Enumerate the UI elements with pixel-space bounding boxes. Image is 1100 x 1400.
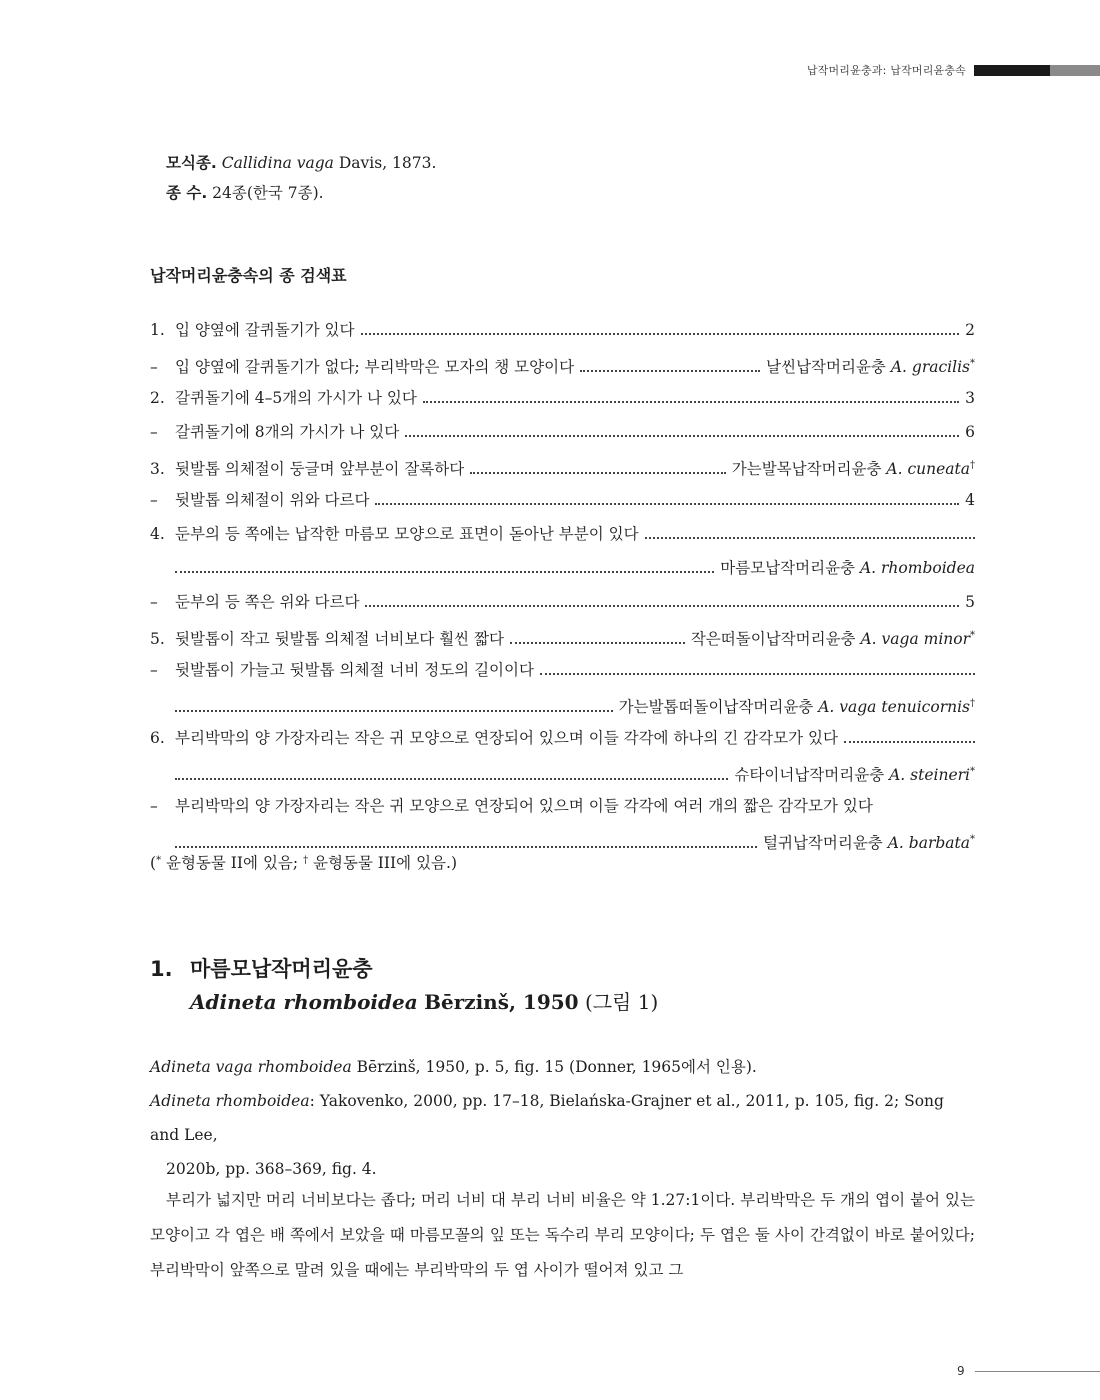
result-mark: † (970, 460, 975, 471)
key-result (726, 449, 975, 486)
note-text-2: 윤형동물 III에 있음.) (308, 854, 457, 872)
leader-dots (361, 333, 960, 335)
synonym-name: Adineta rhomboidea (150, 1092, 310, 1110)
key-result (728, 755, 975, 792)
species-count-label: 종 수. (166, 184, 208, 202)
key-line (150, 381, 975, 415)
type-info (166, 148, 436, 208)
footer-rule (975, 1371, 1100, 1372)
result-mark: * (970, 834, 975, 845)
result-korean-name: 가는발톱떠돌이납작머리윤충 (618, 698, 814, 716)
type-species-line (166, 148, 436, 178)
leader-dots (365, 605, 959, 607)
key-text: 입 양옆에 갈퀴돌기가 있다 (175, 321, 355, 339)
key-line (150, 619, 975, 653)
key-text: 뒷발톱 의체절이 둥글며 앞부분이 잘록하다 (175, 460, 465, 478)
key-text: 부리박막의 양 가장자리는 작은 귀 모양으로 연장되어 있으며 이들 각각에 하나의 긴 감각모가 있다 (175, 729, 838, 747)
key-line (150, 313, 975, 347)
key-result (757, 823, 975, 860)
key-text: 입 양옆에 갈퀴돌기가 없다; 부리박막은 모자의 챙 모양이다 (175, 358, 575, 376)
key-line (150, 415, 975, 449)
key-text: 갈퀴돌기에 8개의 가시가 나 있다 (175, 423, 400, 441)
page-number: 9 (957, 1364, 965, 1378)
result-korean-name: 털귀납작머리윤충 (763, 834, 883, 852)
species-count-value: 24종(한국 7종). (212, 184, 324, 202)
note-open: ( (150, 854, 157, 872)
page-footer (957, 1364, 1100, 1378)
key-number: – (150, 423, 158, 441)
header-bar-dark (974, 65, 1050, 76)
key-number: 2. (150, 389, 165, 407)
leader-dots (510, 642, 685, 644)
leader-dots (844, 741, 975, 743)
leader-dots (645, 537, 975, 539)
synonym-name: Adineta vaga rhomboidea (150, 1058, 352, 1076)
type-species-label: 모식종. (166, 154, 217, 172)
result-korean-name: 마름모납작머리윤충 (720, 559, 856, 577)
synonymy (150, 1050, 975, 1186)
species-korean-line (150, 953, 658, 985)
key-result (714, 551, 975, 585)
running-header-text: 납작머리윤충과: 납작머리윤충속 (806, 64, 966, 77)
key-line (150, 347, 975, 381)
synonym-entry (150, 1050, 975, 1084)
key-lead-number: 4 (965, 491, 975, 509)
species-author: Bērzinš, 1950 (424, 990, 579, 1014)
key-footnote (150, 851, 457, 873)
result-korean-name: 가는발목납작머리윤충 (731, 460, 882, 478)
note-mark-asterisk: * (156, 855, 162, 866)
description-paragraph: 부리가 넓지만 머리 너비보다는 좁다; 머리 너비 대 부리 너비 비율은 약 1.27:1이다. 부리박막은 두 개의 엽이 붙어 있는 모양이고 각 엽은 배 쪽에서 보았을 때 마름모꼴의 잎 또는 독수리 부리 모양이다; 두 엽은 둘 사이 간격없이 바로 붙어있다; 부리박막이 앞쪽으로 말려 있을 때에는 부리박막의 두 엽 사이가 떨어져 있고 그 (150, 1191, 975, 1279)
note-text-1: 윤형동물 II에 있음; (161, 854, 304, 872)
key-text: 갈퀴돌기에 4–5개의 가시가 나 있다 (175, 389, 417, 407)
result-scientific-name: A. vaga minor (860, 630, 970, 648)
key-number: – (150, 358, 158, 376)
key-line (150, 585, 975, 619)
species-scientific-name: Adineta rhomboidea (190, 990, 418, 1014)
result-korean-name: 슈타이너납작머리윤충 (734, 766, 885, 784)
key-line (150, 653, 975, 687)
leader-dots (405, 435, 959, 437)
key-number: 6. (150, 729, 165, 747)
synonym-entry (150, 1084, 975, 1152)
result-korean-name: 작은떠돌이납작머리윤충 (690, 630, 856, 648)
leader-dots (423, 401, 959, 403)
key-line (150, 517, 975, 551)
leader-dots (175, 846, 757, 848)
result-mark: † (970, 698, 975, 709)
leader-dots (470, 472, 726, 474)
type-species-name: Callidina vaga (221, 154, 334, 172)
key-continuation-line (150, 551, 975, 585)
header-bar-grey (1050, 65, 1100, 76)
key-text: 둔부의 등 쪽은 위와 다르다 (175, 593, 360, 611)
leader-dots (175, 571, 714, 573)
key-text: 부리박막의 양 가장자리는 작은 귀 모양으로 연장되어 있으며 이들 각각에 여러 개의 짧은 감각모가 있다 (175, 797, 873, 815)
species-count-line (166, 178, 436, 208)
key-lead-number: 5 (965, 593, 975, 611)
description (150, 1183, 975, 1288)
result-scientific-name: A. rhomboidea (859, 559, 975, 577)
key-continuation-line (150, 755, 975, 789)
note-mark-dagger: † (303, 855, 309, 866)
species-heading (150, 953, 658, 1019)
result-korean-name: 날씬납작머리윤충 (766, 358, 886, 376)
synonym-citation: : Yakovenko, 2000, pp. 17–18, Bielańska-Grajner et al., 2011, p. 105, fig. 2; Song and Lee, (150, 1092, 944, 1144)
result-scientific-name: A. vaga tenuicornis (818, 698, 970, 716)
leader-dots (175, 710, 613, 712)
leader-dots (175, 778, 728, 780)
key-lead-number: 2 (965, 321, 975, 339)
synonym-citation: Bērzinš, 1950, p. 5, fig. 15 (Donner, 1965에서 인용). (351, 1058, 757, 1076)
key-line (150, 789, 975, 823)
result-scientific-name: A. steineri (889, 766, 970, 784)
key-result (760, 347, 975, 384)
key-text: 뒷발톱이 작고 뒷발톱 의체절 너비보다 훨씬 짧다 (175, 630, 505, 648)
result-mark: * (970, 358, 975, 369)
identification-key (150, 313, 975, 857)
key-number: – (150, 593, 158, 611)
result-scientific-name: A. cuneata (886, 460, 970, 478)
leader-dots (540, 673, 975, 675)
key-number: – (150, 491, 158, 509)
key-number: – (150, 661, 158, 679)
key-number: 1. (150, 321, 165, 339)
key-number: 5. (150, 630, 165, 648)
key-line (150, 449, 975, 483)
result-scientific-name: A. gracilis (890, 358, 970, 376)
key-line (150, 721, 975, 755)
key-text: 둔부의 등 쪽에는 납작한 마름모 모양으로 표면이 돋아난 부분이 있다 (175, 525, 639, 543)
key-text: 뒷발톱이 가늘고 뒷발톱 의체절 너비 정도의 길이이다 (175, 661, 534, 679)
key-number: 3. (150, 460, 165, 478)
result-mark: * (970, 766, 975, 777)
species-korean-name: 마름모납작머리윤충 (190, 957, 373, 981)
species-scientific-line (150, 985, 658, 1019)
synonym-continuation: 2020b, pp. 368–369, fig. 4. (166, 1160, 377, 1178)
result-scientific-name: A. barbata (887, 834, 970, 852)
key-title: 납작머리윤충속의 종 검색표 (150, 266, 347, 285)
result-mark: * (970, 630, 975, 641)
species-number: 1. (150, 957, 173, 981)
leader-dots (375, 503, 959, 505)
type-species-author: Davis, 1873. (338, 154, 437, 172)
running-header (807, 62, 1100, 78)
key-lead-number: 3 (965, 389, 975, 407)
key-number: – (150, 797, 158, 815)
key-text: 뒷발톱 의체절이 위와 다르다 (175, 491, 370, 509)
key-line (150, 483, 975, 517)
leader-dots (580, 370, 760, 372)
species-figure-ref: (그림 1) (584, 990, 659, 1014)
key-number: 4. (150, 525, 165, 543)
key-lead-number: 6 (965, 423, 975, 441)
key-continuation-line (150, 687, 975, 721)
key-result (613, 687, 975, 724)
key-result (685, 619, 975, 656)
